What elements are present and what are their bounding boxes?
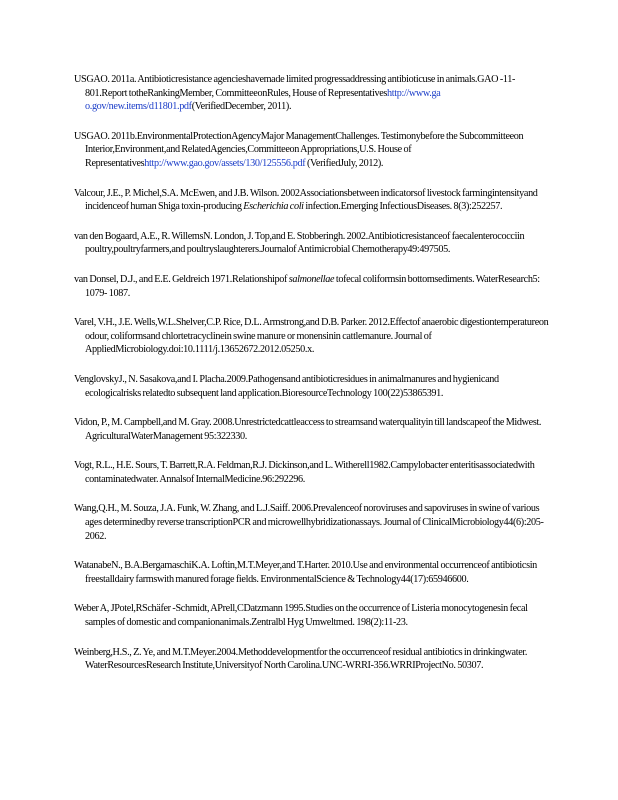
reference-text-tail: (VerifiedDecember, 2011). xyxy=(191,101,292,113)
reference-text: van Donsel, D.J., and E.E. Geldreich 1971.Relationshipof xyxy=(74,273,289,285)
reference-entry xyxy=(74,316,552,357)
reference-entry xyxy=(74,416,552,443)
reference-text-tail: (VerifiedJuly, 2012). xyxy=(305,157,384,169)
reference-text: VenglovskyJ., N. Sasakova,and I. Placha.2009.Pathogensand antibioticresidues in animalmanures and hygienicand ecologicalrisks relatedto subsequent land application.BioresourceTechnology 100(22)53865391. xyxy=(74,373,499,399)
reference-italic-term: salmonellae xyxy=(288,273,335,285)
reference-italic-term: Escherichia coli xyxy=(243,201,304,213)
reference-text: Weber A, JPotel,RSchäfer -Schmidt, APrell,CDatzmann 1995.Studies on the occurrence of Listeria monocytogenesin fecal samples of domestic and companionanimals.Zentralbl Hyg Umweltmed. 198(2):11-23. xyxy=(74,603,528,629)
reference-text: WatanabeN., B.A.BergamaschiK.A. Loftin,M.T.Meyer,and T.Harter. 2010.Use and environmental occurrenceof antibioticsin freestalldairy farmswith manured forage fields. EnvironmentalScience & Technology44(17):65946600. xyxy=(74,560,537,585)
reference-text: USGAO. 2011a. Antibioticresistance agencieshavemade limited progressaddressing antibioticuse in animals.GAO -11-801.Report totheRankingMember, CommitteeonRules, House of Representatives xyxy=(74,74,516,99)
reference-entry xyxy=(74,559,552,586)
reference-text: Vidon, P., M. Campbell,and M. Gray. 2008.Unrestrictedcattleaccess to streamsand waterqualityin till landscapeof the Midwest. AgriculturalWaterManagement 95:322330. xyxy=(74,417,542,442)
reference-entry xyxy=(74,187,552,214)
reference-entry xyxy=(74,502,552,543)
reference-entry xyxy=(74,273,552,300)
reference-text-tail: infection.Emerging InfectiousDiseases. 8(3):252257. xyxy=(303,201,503,213)
reference-entry xyxy=(74,73,552,114)
reference-entry xyxy=(74,373,552,400)
reference-text: Valcour, J.E., P. Michel,S.A. McEwen, and J.B. Wilson. 2002Associationsbetween indicatorsof livestock farmingintensityand incidenceof human Shiga toxin-producing xyxy=(74,187,538,213)
reference-text: USGAO. 2011b.EnvironmentalProtectionAgencyMajor ManagementChallenges. Testimonybefore the Subcommitteeon Interior,Environment,and RelatedAgencies,Committeeon Appropriations,U.S. House of Representatives xyxy=(74,130,524,169)
reference-entry xyxy=(74,602,552,629)
reference-text-tail: tofecal coliformsin bottomsediments. WaterResearch5: 1079- 1087. xyxy=(85,273,540,299)
reference-entry xyxy=(74,459,552,486)
reference-entry xyxy=(74,646,552,673)
reference-link[interactable]: http://www.ga o.gov/new.items/d11801.pdf xyxy=(85,87,441,113)
reference-text: Weinberg,H.S., Z. Ye, and M.T.Meyer.2004.Methoddevelopmentfor the occurrenceof residual antibiotics in drinkingwater. WaterResourcesResearch Institute,Universityof North Carolina.UNC-WRRI-356.WRRIProjectNo. 50307. xyxy=(74,646,528,672)
reference-link[interactable]: http://www.gao.gov/assets/130/125556.pdf xyxy=(144,157,306,169)
reference-entry xyxy=(74,230,552,257)
reference-text: Varel, V.H., J.E. Wells,W.L.Shelver,C.P. Rice, D.L. Armstrong,and D.B. Parker. 2012.Effectof anaerobic digestiontemperatureon odour, coliformsand chlortetracyclinein swine manure or monensinin cattlemanure. Journal of AppliedMicrobiology.doi:10.1111/j.13652672.2012.05250.x. xyxy=(74,317,549,356)
reference-text: Wang,Q.H., M. Souza, J.A. Funk, W. Zhang, and L.J.Saiff. 2006.Prevalenceof noroviruses and sapoviruses in swine of various ages determinedby reverse transcriptionPCR and microwellhybridizationassays. Journal of ClinicalMicrobiology44(6):205-2062. xyxy=(74,503,544,542)
reference-list xyxy=(74,73,552,673)
reference-entry xyxy=(74,130,552,171)
reference-text: van den Bogaard, A.E., R. WillemsN. London, J. Top,and E. Stobberingh. 2002.Antibioticresistanceof faecalenterococciin poultry,poultryfarmers,and poultryslaughterers.Journalof Antimicrobial Chemotherapy49:497505. xyxy=(74,230,525,256)
reference-text: Vogt, R.L., H.E. Sours, T. Barrett,R.A. Feldman,R.J. Dickinson,and L. Witherell1982.Campylobacter enteritisassociatedwith contaminatedwater. Annalsof InternalMedicine.96:292296. xyxy=(74,460,535,485)
